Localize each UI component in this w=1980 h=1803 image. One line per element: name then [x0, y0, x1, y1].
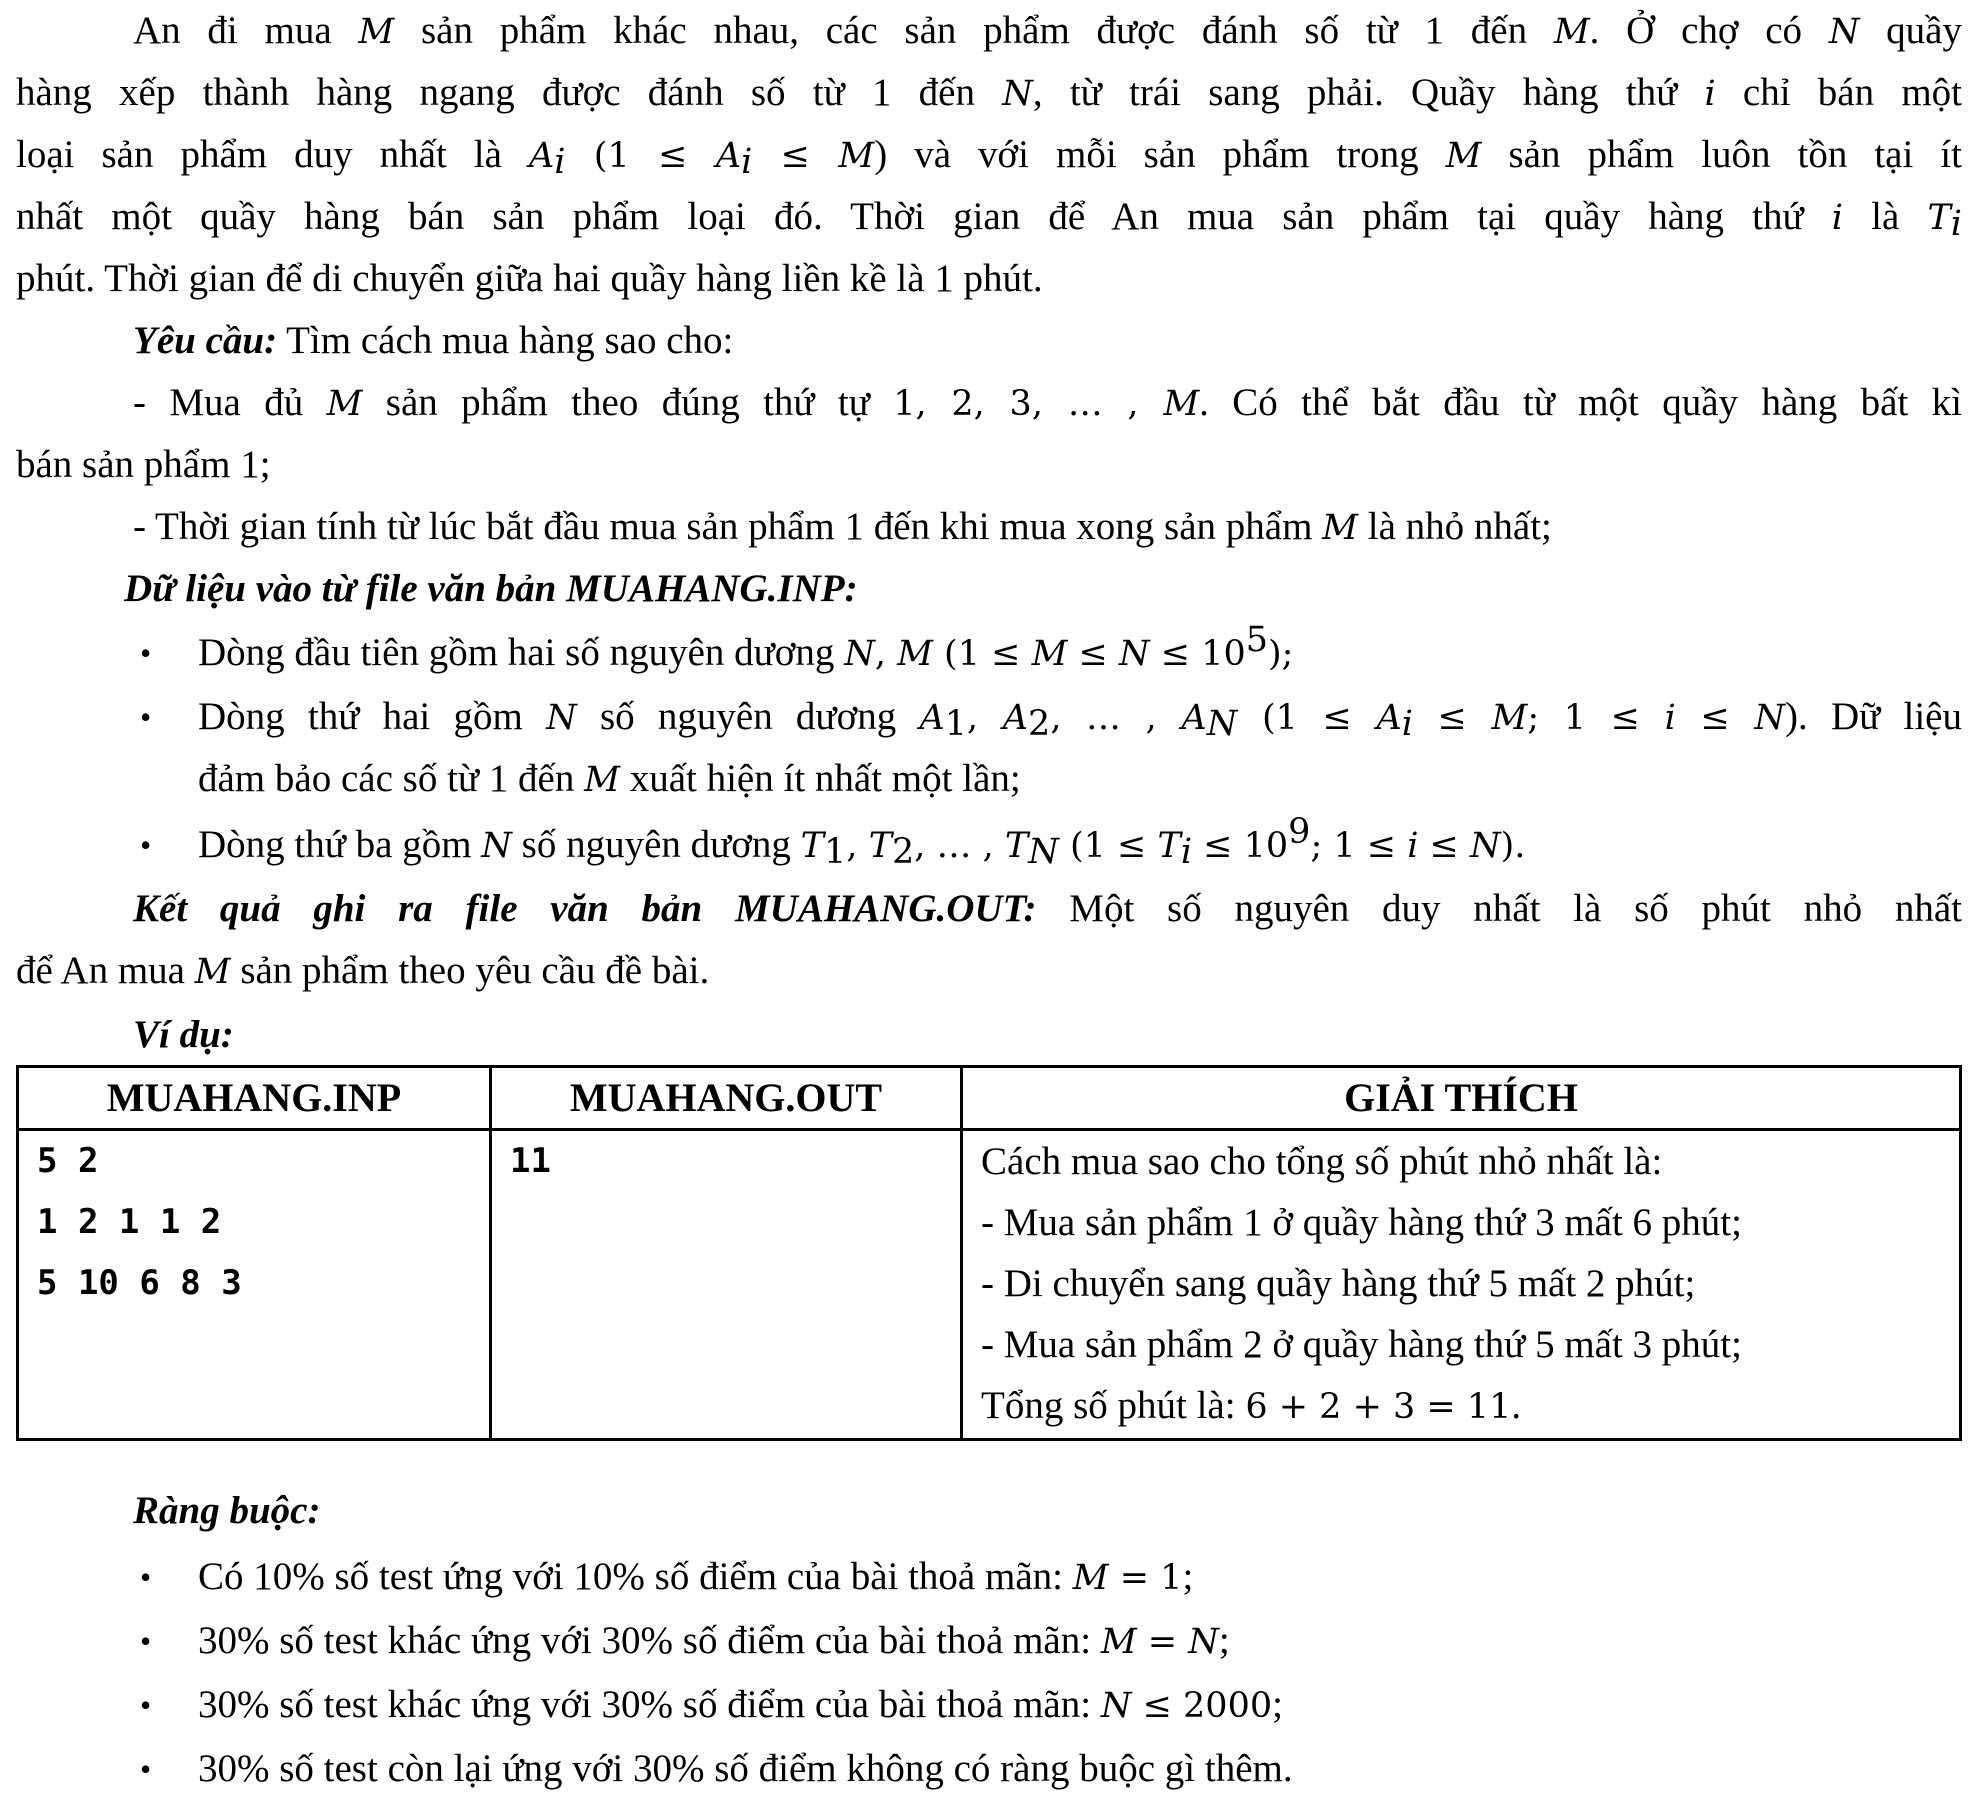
math-sup: 5 — [1245, 620, 1269, 660]
text: sản phẩm theo đúng thứ tự — [362, 381, 894, 424]
bullet-icon: • — [140, 1751, 152, 1787]
math-num: ≤ 10 — [1149, 634, 1246, 674]
text: . Có thể bắt đầu từ một quầy hàng bất kì — [1199, 381, 1962, 424]
text: 30% số test khác ứng với 30% số điểm của bài thoả mãn: — [198, 1683, 1101, 1726]
math-op: ≤ 2000 — [1131, 1686, 1273, 1726]
math-var: M — [1491, 698, 1528, 738]
constraint-item — [198, 1738, 1962, 1800]
output-line: 11 — [510, 1141, 551, 1181]
example-label — [133, 1004, 1962, 1066]
bullet-icon: • — [140, 827, 152, 863]
math-op: (1 ≤ — [932, 634, 1032, 674]
requirement-label: Yêu cầu: — [133, 319, 278, 362]
example-table — [16, 1065, 1962, 1441]
header-input: MUAHANG.INP — [18, 1067, 491, 1130]
math-var: M — [1031, 634, 1068, 674]
math-sub: i — [1950, 204, 1962, 244]
math-sup: 9 — [1288, 812, 1311, 852]
bullet-icon: • — [140, 1687, 152, 1723]
math-var: T — [868, 826, 892, 866]
math-op: , — [967, 698, 1003, 738]
text: Dòng thứ hai gồm — [198, 695, 547, 738]
text: ). Dữ liệu — [1784, 695, 1962, 738]
text: - Mua đủ — [133, 381, 327, 424]
math-op: ); — [1268, 634, 1294, 674]
math-op: = — [1136, 1622, 1189, 1662]
math-var: N — [1470, 826, 1501, 866]
math-var: A — [715, 136, 742, 176]
math-op: ≤ — [1418, 826, 1470, 866]
text: 30% số test khác ứng với 30% số điểm của bài thoả mãn: — [198, 1619, 1101, 1662]
math-expr: 6 + 2 + 3 = 11 — [1245, 1387, 1512, 1427]
math-var: i — [1664, 698, 1676, 738]
text: số nguyên dương — [511, 823, 801, 866]
math-var: T — [1927, 198, 1951, 238]
math-sub: 2 — [891, 832, 915, 872]
text: Tìm cách mua hàng sao cho: — [277, 319, 734, 362]
text: ; — [1218, 1619, 1230, 1662]
output-cell — [491, 1130, 962, 1440]
text: . Ở chợ có — [1589, 9, 1829, 52]
output-heading: Kết quả ghi ra file văn bản MUAHANG.OUT: — [133, 887, 1037, 930]
text: sản phẩm luôn tồn tại ít — [1481, 133, 1962, 176]
math-op: ≤ — [1412, 698, 1492, 738]
statement-line-3 — [16, 124, 1962, 186]
statement-line-1 — [133, 0, 1962, 62]
math-var: M — [1322, 508, 1359, 548]
text: Tổng số phút là: — [981, 1384, 1246, 1427]
math-var: N — [1002, 74, 1033, 114]
bullet-icon: • — [140, 1623, 152, 1659]
statement-line-5: phút. Thời gian để di chuyển giữa hai quầy hàng liền kề là 1 phút. — [16, 257, 1043, 300]
constraint-item — [198, 1610, 1962, 1672]
text: , từ trái sang phải. Quầy hàng thứ — [1032, 71, 1705, 114]
table-header-row — [18, 1067, 1961, 1130]
input-bullet-2-cont — [198, 748, 1962, 810]
math-sub: N — [1028, 832, 1059, 872]
math-op: ; 1 ≤ — [1527, 698, 1665, 738]
text: là nhỏ nhất; — [1358, 505, 1552, 548]
text: số nguyên dương — [576, 695, 920, 738]
math-var: M — [1445, 136, 1482, 176]
input-heading — [124, 558, 1962, 620]
math-var: T — [1004, 826, 1029, 866]
requirement-item-1-cont: bán sản phẩm 1; — [16, 443, 271, 486]
math-op: (1 ≤ — [1237, 698, 1377, 738]
math-var: A — [919, 698, 945, 738]
math-sub: N — [1206, 704, 1238, 744]
math-op: (1 ≤ — [1058, 826, 1158, 866]
math-var: M — [194, 952, 231, 992]
bullet-icon: • — [140, 699, 152, 735]
requirement-item-1 — [133, 372, 1962, 434]
math-var: M — [1553, 12, 1590, 52]
input-cell — [18, 1130, 491, 1440]
text: quầy — [1859, 9, 1962, 52]
math-var: M — [584, 760, 620, 800]
explanation-line: - Mua sản phẩm 2 ở quầy hàng thứ 5 mất 3 phút; — [981, 1323, 1742, 1366]
requirement-item-2 — [133, 496, 1962, 558]
text: Dòng đầu tiên gồm hai số nguyên dương — [198, 631, 845, 674]
table-row — [18, 1130, 1961, 1440]
math-op: ≤ — [1067, 634, 1119, 674]
text: Có 10% số test ứng với 10% số điểm của bài thoả mãn: — [198, 1555, 1073, 1598]
input-bullet-2 — [198, 686, 1962, 748]
text: 30% số test còn lại ứng với 30% số điểm không có ràng buộc gì thêm. — [198, 1747, 1293, 1790]
requirement-line — [133, 310, 1962, 372]
math-op: ≤ — [1675, 698, 1755, 738]
math-var: T — [1157, 826, 1181, 866]
text: loại sản phẩm duy nhất là — [16, 133, 529, 176]
math-var: M — [1072, 1558, 1109, 1598]
math-var: i — [1704, 74, 1716, 114]
constraint-item — [198, 1546, 1962, 1608]
bullet-icon: • — [140, 635, 152, 671]
input-line: 5 2 — [37, 1141, 99, 1181]
input-line: 5 10 6 8 3 — [37, 1263, 242, 1303]
input-line: 1 2 1 1 2 — [37, 1202, 222, 1242]
input-bullet-1 — [198, 622, 1962, 684]
math-op: ). — [1500, 826, 1526, 866]
constraint-item — [198, 1674, 1962, 1736]
statement-line-2 — [16, 62, 1962, 124]
math-sub: i — [741, 142, 753, 182]
math-var: N — [844, 634, 875, 674]
math-var: T — [800, 826, 825, 866]
math-op: = 1 — [1108, 1558, 1183, 1598]
text: An đi mua — [133, 9, 359, 52]
math-var: N — [1118, 634, 1150, 674]
explanation-line: - Di chuyển sang quầy hàng thứ 5 mất 2 phút; — [981, 1262, 1696, 1305]
math-var: i — [1831, 198, 1843, 238]
math-sub: 1 — [824, 832, 847, 872]
math-var: A — [1002, 698, 1029, 738]
text: - Thời gian tính từ lúc bắt đầu mua sản phẩm 1 đến khi mua xong sản phẩm — [133, 505, 1323, 548]
text: ) và với mỗi sản phẩm trong — [874, 133, 1446, 176]
text: ; — [1182, 1555, 1194, 1598]
math-var: N — [1100, 1686, 1132, 1726]
math-sub: 1 — [944, 704, 967, 744]
explanation-cell — [962, 1130, 1961, 1440]
math-op: ; 1 ≤ — [1310, 826, 1408, 866]
text: nhất một quầy hàng bán sản phẩm loại đó. Thời gian để An mua sản phẩm tại quầy hàng thứ — [16, 195, 1832, 238]
math-var: M — [326, 384, 363, 424]
input-bullet-3 — [198, 814, 1962, 876]
text: để An mua — [16, 949, 195, 992]
header-explanation: GIẢI THÍCH — [962, 1067, 1961, 1130]
example-label-text: Ví dụ: — [133, 1013, 234, 1056]
math-var: A — [1376, 698, 1402, 738]
output-line-2 — [16, 940, 1962, 1002]
math-var: N — [1188, 1622, 1219, 1662]
text: Một số nguyên duy nhất là số phút nhỏ nhất — [1036, 887, 1962, 930]
math-var: M — [1163, 384, 1200, 424]
math-var: i — [1407, 826, 1419, 866]
text: xuất hiện ít nhất một lần; — [619, 757, 1021, 800]
math-var: N — [1754, 698, 1785, 738]
math-op: (1 ≤ — [565, 136, 716, 176]
explanation-total — [981, 1375, 1941, 1438]
math-var: M — [838, 136, 875, 176]
math-var: M — [897, 634, 933, 674]
explanation-line: Cách mua sao cho tổng số phút nhỏ nhất là: — [981, 1140, 1663, 1183]
math-op: , — [874, 634, 898, 674]
math-sub: i — [1401, 704, 1413, 744]
text: sản phẩm khác nhau, các sản phẩm được đánh số từ 1 đến — [394, 9, 1554, 52]
math-seq: 1, 2, 3, … , — [893, 384, 1164, 424]
math-var: N — [1828, 12, 1860, 52]
text: . — [1511, 1384, 1522, 1427]
math-op: , — [846, 826, 869, 866]
explanation-line: - Mua sản phẩm 1 ở quầy hàng thứ 3 mất 6 phút; — [981, 1201, 1742, 1244]
output-line-1 — [133, 878, 1962, 940]
text: đảm bảo các số từ 1 đến — [198, 757, 585, 800]
math-sub: i — [554, 142, 566, 182]
math-var: N — [481, 826, 512, 866]
math-num: ≤ 10 — [1192, 826, 1289, 866]
bullet-icon: • — [140, 1559, 152, 1595]
text: Dòng thứ ba gồm — [198, 823, 482, 866]
text: chỉ bán một — [1715, 71, 1962, 114]
text: là — [1843, 195, 1928, 238]
math-var: M — [358, 12, 395, 52]
header-output: MUAHANG.OUT — [491, 1067, 962, 1130]
statement-line-4 — [16, 186, 1962, 248]
math-sub: i — [1180, 832, 1193, 872]
math-op: ≤ — [752, 136, 839, 176]
math-sub: 2 — [1028, 704, 1051, 744]
text: sản phẩm theo yêu cầu đề bài. — [230, 949, 710, 992]
math-op: , … , — [1050, 698, 1182, 738]
math-var: M — [1100, 1622, 1137, 1662]
input-heading-text: Dữ liệu vào từ file văn bản MUAHANG.INP: — [124, 567, 858, 610]
constraints-heading-text: Ràng buộc: — [133, 1489, 321, 1532]
constraints-heading — [133, 1480, 1962, 1542]
math-var: A — [528, 136, 555, 176]
math-op: , … , — [914, 826, 1005, 866]
text: ; — [1272, 1683, 1283, 1726]
math-var: A — [1181, 698, 1207, 738]
math-var: N — [546, 698, 577, 738]
text: hàng xếp thành hàng ngang được đánh số từ 1 đến — [16, 71, 1003, 114]
